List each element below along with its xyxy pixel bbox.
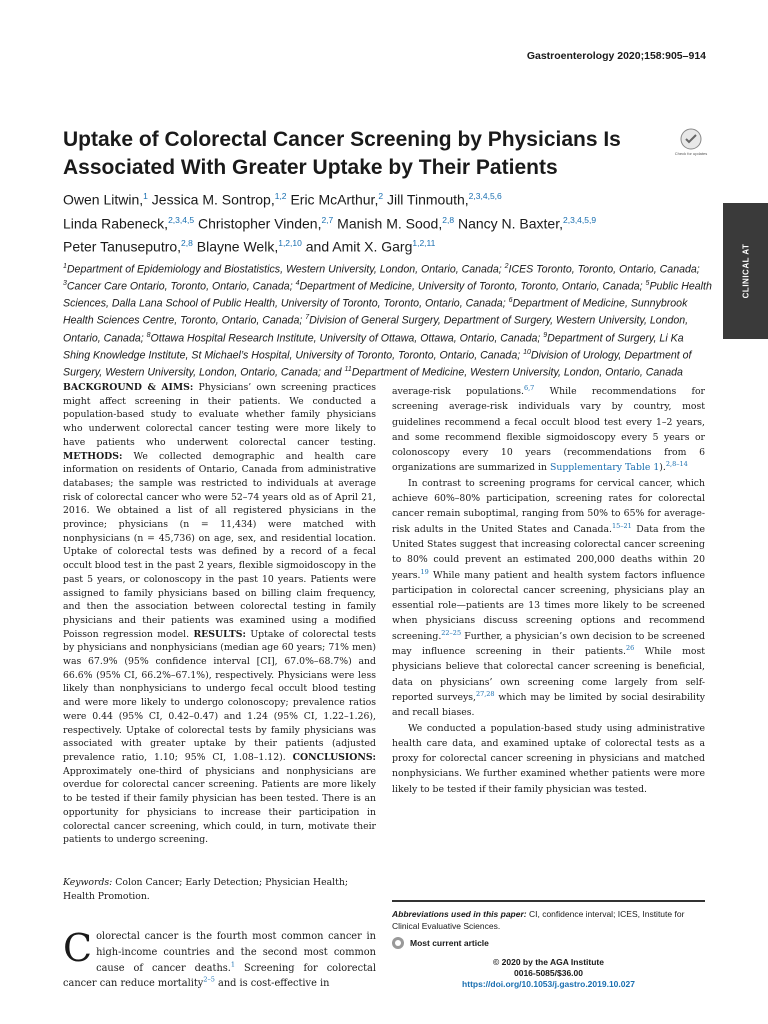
supplementary-table-link[interactable]: Supplementary Table 1 (549, 462, 660, 474)
text-span: While most physicians believe that colorectal cancer screening is beneficial, data on physicians’ own screening come largely from self-reported surveys, (392, 646, 705, 703)
author-affil-ref: 2,8 (181, 238, 193, 249)
text-span: Division of Urology, Department of Surgery, Western University, London, Ontario, Canada; and (63, 349, 692, 379)
text-span: 3 (63, 280, 67, 288)
author-affil-ref: 2,3,4,5,6 (468, 191, 502, 201)
text-span: While recommendations for screening average-risk individuals vary by country, most guidelines recommend a fecal occult blood test every 1–2 years, and some recommend flexible sigmoidoscopy every 5 years or colonoscopy every 10 years (recommendations from 6 organizations are summarized in (392, 386, 705, 474)
author-name: Christopher Vinden, (197, 215, 322, 232)
text-span: Department of Medicine, Sunnybrook Health Sciences Centre, Toronto, Ontario, Canada; (63, 297, 688, 327)
copyright-block (392, 957, 705, 990)
text-span: 8 (146, 331, 151, 339)
text-span: Cancer Care Ontario, Toronto, Ontario, Canada; (66, 280, 296, 293)
author-affil-ref: 1,2,11 (412, 238, 436, 249)
text-span: which may be limited by social desirability and recall biases. (392, 691, 705, 719)
paragraph (392, 384, 705, 476)
paragraph (392, 476, 705, 721)
author-affil-ref: 2,3,4,5 (168, 214, 195, 225)
text-span: 4 (295, 280, 300, 288)
text-span: While many patient and health system factors influence participation in colorectal cancer screening, physicians play an essential role—patients are 13 times more likely to be screened when physicians discuss screening options and recommend screening. (392, 569, 705, 642)
most-current-article (392, 937, 489, 949)
text-span: Department of Medicine, University of Toronto, Toronto, Ontario, Canada; (299, 280, 646, 293)
author-name: Manish M. Sood, (337, 215, 443, 232)
abstract (63, 381, 376, 847)
abstract-methods-head: METHODS: (63, 450, 123, 462)
article-title: Uptake of Colorectal Cancer Screening by Physicians Is Associated With Greater Uptake by Their Patients (63, 128, 621, 179)
issn-price: 0016-5085/$36.00 (513, 968, 583, 978)
citation-ref[interactable]: 2,8–14 (665, 460, 688, 469)
abstract-results: Uptake of colorectal tests by physicians and nonphysicians (median age 60 years; 71% men) was 67.9% (95% confidence interval [CI], 67.0%–68.7%) and 66.6% (95% CI, 66.2%–67.1%), respectively. Physicians were less likely than nonphysicians to undergo fecal occult blood testing and were more likely to undergo colonoscopy; prevalence ratios were 0.44 (95% CI, 0.42–0.47) and 1.24 (95% CI, 1.22–1.26), respectively. Uptake of colorectal tests by family physicians was associated with greater uptake by their patients (adjusted prevalence ratio, 1.10; 95% CI, 1.08–1.12). (63, 628, 376, 763)
side-tab-label: CLINICAL AT (741, 243, 750, 299)
body-right-column (392, 384, 705, 797)
author-name: Blayne Welk, (196, 238, 279, 255)
author-affil-ref: 1 (143, 191, 148, 201)
text-span: Further, a physician’s own decision to be screened may influence screening in their patients. (392, 630, 705, 658)
text-span: ICES Toronto, Toronto, Ontario, Canada; (508, 263, 700, 276)
abstract-background-head: BACKGROUND & AIMS: (63, 382, 194, 393)
citation-ref[interactable]: 15–21 (612, 521, 632, 530)
author-name: Jessica M. Sontrop, (151, 191, 275, 208)
abbreviations-note (392, 908, 705, 932)
paragraph: We conducted a population-based study using administrative health care data, and examined uptake of colorectal tests as a proxy for colorectal cancer screening in physicians and matched nonphysicians. We further examined whether patients were more likely to be tested if their family physician was tested. (392, 722, 705, 795)
text-span: Screening for colorectal cancer can reduce mortality (63, 962, 376, 990)
citation-ref[interactable]: 27,28 (475, 689, 495, 698)
text-span: Department of Surgery, Li Ka Shing Knowledge Institute, St Michael’s Hospital, University of Toronto, Toronto, Ontario, Canada; (63, 332, 684, 362)
author-affil-ref: 1,2,10 (278, 238, 302, 249)
author-affil-ref: 2 (378, 191, 384, 201)
author-name: Owen Litwin, (63, 191, 144, 208)
check-for-updates-icon[interactable] (674, 128, 708, 158)
text-span: 9 (543, 331, 548, 339)
author-name: Eric McArthur, (290, 191, 379, 208)
citation-ref[interactable]: 22–25 (441, 628, 462, 637)
text-span: Public Health Sciences, Dalla Lana School of Public Health, University of Toronto, Toronto, Ontario, Canada; (63, 280, 712, 310)
footer-divider (392, 900, 705, 902)
author-affil-ref: 1,2 (274, 191, 287, 201)
citation-ref[interactable]: 1 (230, 960, 236, 969)
text-span: Department of Medicine, Western University, London, Ontario, Canada (351, 366, 683, 379)
text-span: 10 (523, 348, 531, 356)
most-current-icon (392, 937, 404, 949)
author-affil-ref: 2,3,4,5,9 (563, 214, 597, 225)
keywords-label: Keywords: (63, 877, 113, 888)
text-span: ). (659, 462, 666, 474)
author-name: Peter Tanuseputro, (63, 238, 182, 255)
abstract-background: Physicians’ own screening practices might affect screening in their patients. We conducted a population-based study to evaluate whether family physicians who underwent colorectal cancer testing were more likely to have patients who underwent colorectal cancer testing. (63, 382, 376, 448)
author-name: Jill Tinmouth, (386, 191, 469, 208)
abstract-results-head: RESULTS: (193, 628, 246, 640)
section-side-tab (723, 203, 768, 339)
author-name: and Amit X. Garg (305, 238, 413, 255)
crossmark-label: Check for updates (674, 151, 708, 156)
text-span: 2 (504, 263, 509, 270)
copyright-text: © 2020 by the AGA Institute (493, 957, 604, 967)
author-affil-ref: 2,8 (442, 214, 455, 225)
doi-link[interactable]: https://doi.org/10.1053/j.gastro.2019.10.027 (462, 979, 635, 989)
affiliations (63, 260, 713, 380)
text-span: Ottawa Hospital Research Institute, University of Ottawa, Ottawa, Ontario, Canada; (150, 332, 544, 345)
abbreviations-label: Abbreviations used in this paper: (392, 909, 527, 919)
text-span: 5 (645, 280, 650, 288)
citation-ref[interactable]: 2–5 (203, 976, 215, 985)
citation-ref[interactable]: 26 (626, 643, 635, 652)
author-list (63, 186, 703, 257)
author-name: Nancy N. Baxter, (457, 215, 563, 232)
drop-cap: C (63, 926, 93, 970)
abbreviations-text: CI, confidence interval; ICES, Institute for Clinical Evaluative Sciences. (392, 909, 685, 931)
author-line (63, 210, 703, 234)
author-name: Linda Rabeneck, (63, 215, 169, 232)
keywords (63, 876, 376, 903)
text-span: Department of Epidemiology and Biostatistics, Western University, London, Ontario, Canada; (66, 263, 505, 276)
abstract-conclusions-head: CONCLUSIONS: (292, 751, 376, 763)
text-span: 1 (63, 263, 67, 270)
keywords-text: Colon Cancer; Early Detection; Physician Health; Health Promotion. (63, 877, 348, 902)
citation-ref[interactable]: 19 (420, 567, 429, 576)
text-span: olorectal cancer is the fourth most common cancer in high-income countries and the second most common cause of cancer deaths. (96, 931, 376, 974)
text-span: Data from the United States suggest that increasing colorectal cancer screening to 80% could prevent an estimated 200,000 deaths within 20 years. (392, 523, 705, 581)
text-span: In contrast to screening programs for cervical cancer, which achieve 60%–80% participation, screening rates for colorectal cancer remain suboptimal, ranging from 50% to 65% for average-risk adults in the United States and Canada. (392, 477, 705, 535)
body-intro (63, 926, 376, 992)
text-span: 11 (344, 365, 352, 373)
text-span: 6 (508, 297, 513, 305)
most-current-label: Most current article (410, 938, 489, 948)
abstract-conclusions: Approximately one-third of physicians and nonphysicians are overdue for colorectal cancer screening. Patients are more likely to be tested if their family physician has been tested. There is an opportunity for physicians to increase their participation in colorectal cancer screening, which could, in turn, motivate their patients to undergo screening. (63, 765, 376, 846)
author-affil-ref: 2,7 (321, 214, 334, 225)
author-line (63, 186, 703, 210)
text-span: 7 (305, 314, 310, 322)
text-span: average-risk populations. (392, 386, 524, 397)
text-span: and is cost-effective in (214, 978, 330, 990)
abstract-methods: We collected demographic and health care information on residents of Ontario, Canada from administrative databases; the sample was restricted to individuals at average risk of colorectal cancer who were 52–74 years old as of April 21, 2016. We obtained a list of all registered physicians in the province; physicians (n = 11,434) were matched with nonphysicians (n = 45,736) on age, sex, and residential location. Uptake of colorectal tests was defined by a record of a fecal occult blood test in the past 2 years, flexible sigmoidoscopy in the past 5 years, or colonoscopy in the past 10 years. Patients were assigned to family physicians based on billing claim frequency, and then the association between colorectal testing in family physicians and their patients was examined using a modified Poisson regression model. (63, 450, 376, 640)
journal-reference: Gastroenterology 2020;158:905–914 (526, 50, 706, 62)
text-span: Division of General Surgery, Department of Surgery, Western University, London, Ontario, Canada; (63, 314, 689, 345)
author-line (63, 233, 703, 257)
citation-ref[interactable]: 6,7 (523, 383, 535, 392)
